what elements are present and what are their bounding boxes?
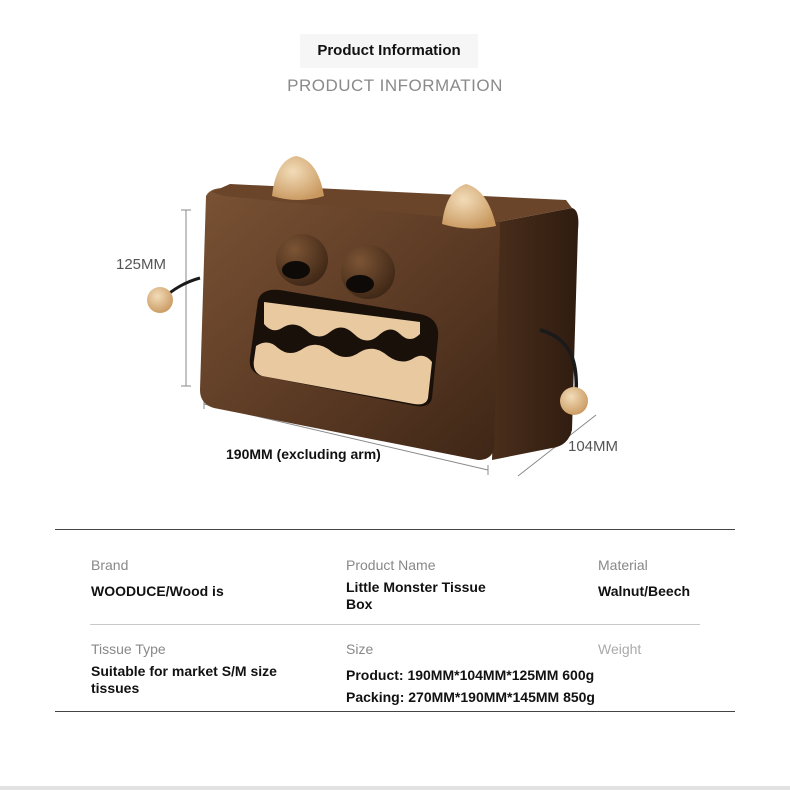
brand-value: WOODUCE/Wood is [91, 583, 224, 599]
brand-label: Brand [91, 557, 129, 573]
tissue-type-cell [91, 641, 311, 697]
table-top-divider [55, 529, 735, 530]
tissue-type-value-line2: tissues [91, 680, 140, 696]
product-name-value-line1: Little Monster Tissue [346, 579, 486, 595]
bottom-edge-strip [0, 786, 790, 790]
page-subtitle: PRODUCT INFORMATION [287, 76, 503, 95]
weight-cell [598, 641, 641, 663]
size-packing-value: Packing: 270MM*190MM*145MM 850g [346, 689, 595, 705]
tissue-type-label: Tissue Type [91, 641, 166, 657]
tissue-type-value-line1: Suitable for market S/M size [91, 663, 277, 679]
material-cell [598, 557, 690, 600]
size-product-value: Product: 190MM*104MM*125MM 600g [346, 667, 595, 683]
brand-cell [91, 557, 224, 600]
product-name-cell [346, 557, 516, 613]
weight-label: Weight [598, 641, 642, 657]
material-label: Material [598, 557, 648, 573]
material-value: Walnut/Beech [598, 583, 691, 599]
table-bottom-divider [55, 711, 735, 712]
product-name-value-line2: Box [346, 596, 373, 612]
product-name-label: Product Name [346, 557, 436, 573]
width-dimension: 190MM (excluding arm) [226, 446, 381, 462]
left-arm [147, 278, 200, 313]
size-label: Size [346, 641, 374, 657]
page-title: Product Information [300, 34, 478, 68]
table-row-divider [90, 624, 700, 625]
depth-dimension: 104MM [568, 438, 619, 455]
height-dimension: 125MM [116, 256, 167, 273]
